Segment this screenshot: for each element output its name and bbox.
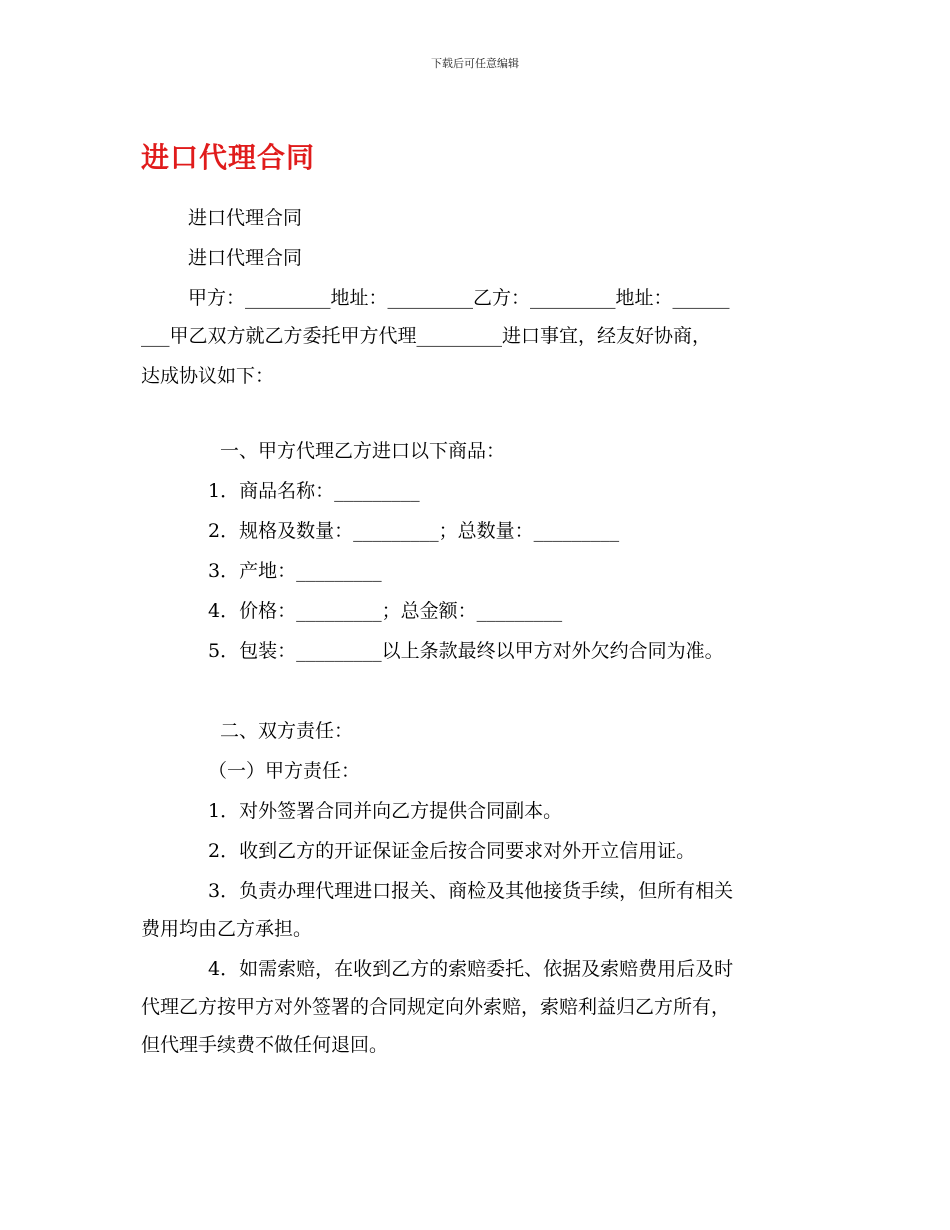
doc-line: 费用均由乙方承担。 bbox=[141, 918, 313, 940]
page-header-note: 下载后可任意编辑 bbox=[431, 57, 519, 70]
doc-line: 2．规格及数量：_________；总数量：_________ bbox=[208, 520, 620, 542]
doc-line: 甲方：_________地址：_________乙方：_________地址：______ bbox=[188, 287, 730, 309]
doc-line: 1．商品名称：_________ bbox=[208, 480, 420, 502]
section-heading: 二、双方责任： bbox=[220, 720, 354, 742]
doc-line: 1．对外签署合同并向乙方提供合同副本。 bbox=[208, 800, 563, 822]
doc-line: ___甲乙双方就乙方委托甲方代理_________进口事宜，经友好协商， bbox=[141, 325, 712, 347]
document-title: 进口代理合同 bbox=[141, 141, 316, 174]
doc-line: 进口代理合同 bbox=[188, 247, 303, 269]
doc-line: 达成协议如下： bbox=[141, 365, 275, 387]
doc-line: 代理乙方按甲方对外签署的合同规定向外索赔，索赔利益归乙方所有， bbox=[141, 996, 731, 1018]
doc-line: 但代理手续费不做任何退回。 bbox=[141, 1034, 389, 1056]
doc-line: 4．如需索赔，在收到乙方的索赔委托、依据及索赔费用后及时 bbox=[208, 958, 734, 980]
subsection-heading: （一）甲方责任： bbox=[208, 760, 361, 782]
section-heading: 一、甲方代理乙方进口以下商品： bbox=[220, 440, 506, 462]
doc-line: 5．包装：_________以上条款最终以甲方对外欠约合同为准。 bbox=[208, 640, 724, 662]
doc-line: 进口代理合同 bbox=[188, 207, 303, 229]
doc-line: 4．价格：_________；总金额：_________ bbox=[208, 600, 563, 622]
doc-line: 2．收到乙方的开证保证金后按合同要求对外开立信用证。 bbox=[208, 840, 696, 862]
doc-line: 3．产地：_________ bbox=[208, 560, 382, 582]
doc-line: 3．负责办理代理进口报关、商检及其他接货手续，但所有相关 bbox=[208, 880, 734, 902]
